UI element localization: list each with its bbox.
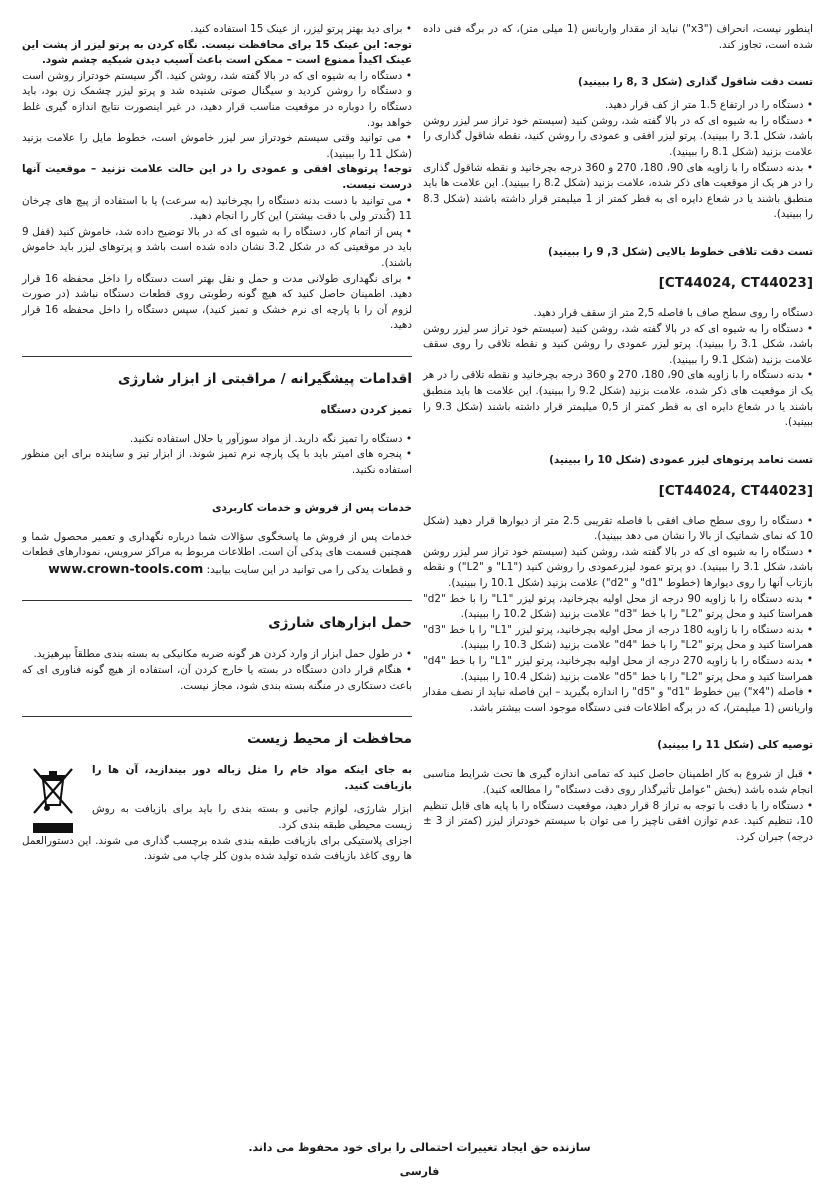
intro-text: اینطور نیست، انحراف ("x3") نباید از مقدار واریانس (1 میلی متر)، که در برگه فنی داده شده است، تجاوز کند. <box>423 23 813 51</box>
glasses-warning: توجه: این عینک 15 برای محافظت نیست. نگاه کردن به پرتو لیزر از پشت این عینک اکیداً ممنوع است – ممکن است باعث آسیب دیدن شبکیه چشم شود. <box>22 38 413 67</box>
cleaning-heading: تمیز کردن دستگاه <box>320 403 412 416</box>
plumb-item: • بدنه دستگاه را با زاویه های 90، 180، 270 و 360 درجه بچرخانید و نقطه شاقول گذاری را در هر یک از موقعیت های ذکر شده، علامت بزنید (شکل 8.2 را ببینید). این علامت ها باید منطبق باشند یا در شعاع دایره ای به قطر کمتر از 1 میلیمتر قرار داشته باشند (شکل 8.3 را ببینید). <box>423 161 814 221</box>
right-column <box>423 22 813 845</box>
perp-item: • بدنه دستگاه را با زاویه 180 درجه از محل اولیه بچرخانید، پرتو لیزر "L1" را با خط "d3" همراستا کنید و محل پرتو "L2" را با خط "d4" علامت بزنید (شکل 10.3 را ببینید). <box>423 623 814 652</box>
service-url-link[interactable]: www.crown-tools.com <box>48 560 204 576</box>
recycle-notice: به جای اینکه مواد خام را مثل زباله دور بیندازید، آن ها را بازیافت کنید. <box>92 764 412 792</box>
plumb-item: • دستگاه را در ارتفاع 1.5 متر از کف قرار دهید. <box>604 99 813 112</box>
environment-section-heading: محافظت از محیط زیست <box>22 716 412 749</box>
cleaning-item: • پنجره های امیتر باید با یک پارچه نرم تمیز شوند. از ابزار تیز و ساینده برای این منظور استفاده نکنید. <box>22 448 412 477</box>
transport-item: • در طول حمل ابزار از وارد کردن هر گونه ضربه مکانیکی به بسته بندی مطلقاً بپرهیزید. <box>33 648 412 661</box>
plumb-item: • دستگاه را به شیوه ای که در بالا گفته شد، روشن کنید (سیستم خود تراز سر لیزر روشن باشد، شکل 3.1 را ببینید). پرتو لیزر افقی و عمودی را روشن کنید، نقطه شاقول گذاری را علامت بزنید (شکل 8.1 را ببینید). <box>423 114 814 158</box>
incline-warning: توجه! پرتوهای افقی و عمودی را در این حالت علامت نزنید – موقعیت آنها درست نیست. <box>22 163 412 191</box>
perp-item: • بدنه دستگاه را با زاویه 270 درجه از محل اولیه بچرخانید، پرتو لیزر "L1" را با خط "d4" همراستا کنید و محل پرتو "L2" را با خط "d5" علامت بزنید (شکل 10.4 را ببینید). <box>423 655 814 683</box>
service-text <box>22 530 412 579</box>
switch-off-item: • پس از اتمام کار، دستگاه را به شیوه ای که در بالا توضیح داده شد، خاموش کنید (قفل 9 باید در موقعیتی که در شکل 3.2 نشان داده شده است باشد و پرتوهای لیزر باید خاموش باشند). <box>22 225 412 269</box>
storage-item: • برای نگهداری طولانی مدت و حمل و نقل بهتر است دستگاه را داخل محفظه 16 قرار دهید. اطمینان حاصل کنید که هیچ گونه رطوبتی روی قطعات دستگاه نباشد (در صورت لزوم آن را با پارچه ای نرم خشک و تمیز کنید)، سپس دستگاه را داخل محفظه 16 قرار دهید. <box>22 272 412 332</box>
crossed-out-wheelie-bin-icon <box>31 765 75 817</box>
environment-icons <box>22 763 84 833</box>
perpendicular-test-heading: تست تعامد پرتوهای لیزر عمودی (شکل 10 را ببینید) <box>549 453 813 466</box>
language-label: فارسی <box>399 1165 440 1178</box>
transport-section-heading: حمل ابزارهای شارژی <box>22 600 412 633</box>
general-item: • قبل از شروع به کار اطمینان حاصل کنید که تمامی اندازه گیری ها تحت شرایط مناسبی انجام شده باشد (بخش "عوامل تأثیرگذار روی دقت دستگاه" را مطالعه کنید). <box>423 768 813 796</box>
rotate-item: • می توانید با دست بدنه دستگاه را بچرخانید (به سرعت) یا با استفاده از پیچ های چرخان 11 (کُندتر ولی با دقت بیشتر) این کار را انجام دهید. <box>22 194 412 223</box>
recycle-text: ابزار شارژی، لوازم جانبی و بسته بندی را باید برای بازیافت به روش زیست محیطی طبقه بندی کرد. <box>92 803 412 831</box>
left-column <box>22 22 412 865</box>
service-heading: خدمات پس از فروش و خدمات کاربردی <box>211 501 412 514</box>
general-item: • دستگاه را با دقت با توجه به تراز 8 قرار دهید، موقعیت دستگاه را با پایه های قابل تنظیم 10، تنظیم کنید. عدم توازن افقی ناچیز را می توان با سیستم خودتراز لیزر (کمتر از 3 ± درجه) جبران کرد. <box>423 799 814 843</box>
selflevel-item: • دستگاه را به شیوه ای که در بالا گفته شد، روشن کنید. اگر سیستم خودتراز روشن است و دستگاه را روشن کردید و سیگنال صوتی شنیده شد و پرتو لیزر چشمک زن بود، باید دستگاه را دوباره در موقعیت مناسب قرار دهید، در غیر اینصورت نتایج اندازه گیری غلط خواهد بود. <box>22 69 412 129</box>
plumb-test-heading: تست دقت شاقول گذاری (شکل 3 ,8 را ببینید) <box>578 76 813 89</box>
manufacturer-notice: سازنده حق ایجاد تغییرات احتمالی را برای خود محفوظ می داند. <box>248 1141 591 1154</box>
perp-item: • بدنه دستگاه را با زاویه 90 درجه از محل اولیه بچرخانید، پرتو لیزر "L1" را با خط "d2" همراستا کنید و محل پرتو "L2" را با خط "d3" علامت بزنید (شکل 10.2 را ببینید). <box>423 592 814 621</box>
perp-item: • دستگاه را به شیوه ای که در بالا گفته شد، روشن کنید (سیستم خود تراز سر لیزر روشن باشد، شکل 3.1 را ببینید). دو پرتو عمود لیزرعمودی را روشن کنید ("L1" و "L2") و نقطه بازتاب آنها را روی دیوارها (خطوط "d1" و "d2") علامت بزنید (شکل 10.1 را ببینید). <box>423 545 813 590</box>
cross-test-models: [CT44024, CT44023] <box>658 274 813 291</box>
transport-item: • هنگام قرار دادن دستگاه در بسته یا خارج کردن آن، استفاده از هیچ گونه فناوری ای که باعث دستکاری در منگنه بسته بندی شود، مجاز نیست. <box>22 664 412 692</box>
incline-item: • می توانید وقتی سیستم خودتراز سر لیزر خاموش است، خطوط مایل را علامت بزنید (شکل 11 را ببینید). <box>22 132 412 160</box>
cross-test-heading: تست دقت تلاقی خطوط بالایی (شکل 3, 9 را ببینید) <box>547 245 813 258</box>
environment-text <box>92 763 412 833</box>
environment-block <box>22 763 412 833</box>
cross-item: • دستگاه را به شیوه ای که در بالا گفته شد، روشن کنید (سیستم خود تراز سر لیزر روشن باشد، شکل 3.1 را ببینید). پرتو لیزر عمودی را روشن کنید و نقطه تلاقی را روی سقف علامت بزنید (شکل 9.1 را ببینید). <box>423 322 813 366</box>
cross-test-intro: دستگاه را روی سطح صاف با فاصله 2,5 متر از سقف قرار دهید. <box>533 306 813 319</box>
cleaning-item: • دستگاه را تمیز نگه دارید. از مواد سوزآور یا حلال استفاده نکنید. <box>129 432 412 445</box>
service-body: خدمات پس از فروش ما پاسخگوی سؤالات شما درباره نگهداری و تعمیر محصول شما و همچنین قسمت های یدکی آن است. اطلاعات مربوط به مراکز سرویس، نمودارهای قطعات و قطعات یدکی را می توانید در این سایت بیابید: <box>22 530 412 576</box>
perp-item: • فاصله ("x4") بین خطوط "d1" و "d5" را اندازه بگیرید – این فاصله نباید از نصف مقدار واریانس (1 میلیمتر)، که در برگه اطلاعات فنی دستگاه موجود است بیشتر باشد. <box>423 686 813 714</box>
perpendicular-test-models: [CT44024, CT44023] <box>658 482 813 499</box>
cross-item: • بدنه دستگاه را با زاویه های 90، 180، 270 و 360 درجه بچرخانید و نقطه تلاقی را در هر یک از موقعیت های ذکر شده، علامت بزنید (شکل 9.2 را ببینید). این علامت ها باید منطبق باشند یا در شعاع دایره ای به قطر کمتر از 0,5 میلیمتر قرار داشته باشند (شکل 9.3 را ببینید). <box>423 369 813 429</box>
care-section-heading: اقدامات پیشگیرانه / مراقبتی از ابزار شارژی <box>22 356 412 389</box>
glasses-item: • برای دید بهتر پرتو لیزر، از عینک 15 استفاده کنید. <box>190 23 412 35</box>
plastic-recycle-text: اجزای پلاستیکی برای بازیافت طبقه بندی شده برچسب گذاری می شوند. این دستورالعمل ها روی کاغذ بازیافت شده تولید شده بدون کلر چاپ می شوند. <box>22 834 412 863</box>
separate-collection-bar <box>33 823 73 833</box>
perp-item: • دستگاه را روی سطح صاف افقی با فاصله تقریبی 2.5 متر از دیوارها قرار دهید (شکل 10 که نمای شماتیک از بالا را نشان می دهد ببینید). <box>423 514 813 543</box>
general-advice-heading: توصیه کلی (شکل 11 را ببینید) <box>657 739 813 752</box>
